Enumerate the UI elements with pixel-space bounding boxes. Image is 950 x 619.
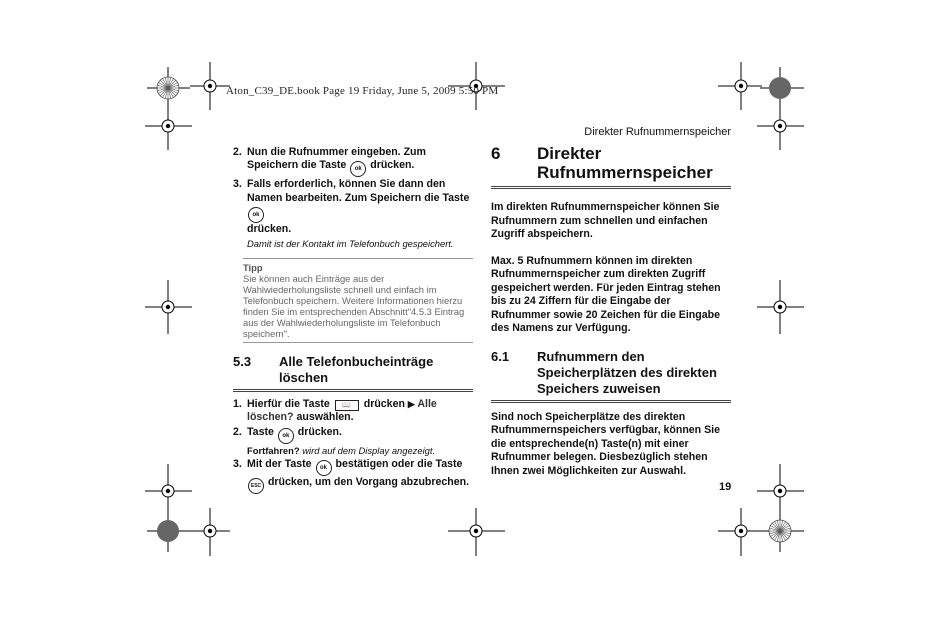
- step-text-end: drücken.: [370, 159, 415, 172]
- step-number: 1.: [233, 398, 242, 411]
- section-number: 6.1: [491, 348, 510, 364]
- paragraph: Max. 5 Rufnummern können im direkten Rufnummernspeicher zum direkten Zugriff gespeichert werden. Für jeden Eintrag stehen bis zu 24 Ziffern für die Eingabe der Rufnummer sowie 20 Zeichen für die Eingabe des Namens zur Verfügung.: [491, 254, 721, 334]
- step-3-top: [233, 178, 473, 250]
- step-number: 2.: [233, 425, 242, 438]
- section-heading-5-3: [233, 354, 473, 392]
- tip-title: Tipp: [243, 262, 263, 274]
- step-text: Falls erforderlich, können Sie dann den Namen bearbeiten. Zum Speichern die Taste: [247, 178, 470, 204]
- step-1-bottom: [233, 398, 473, 425]
- step-number: 2.: [233, 146, 242, 158]
- step-text-end: auswählen.: [296, 411, 354, 424]
- section-title: Alle Telefonbucheinträge löschen: [279, 354, 434, 386]
- step-3-bottom: [233, 458, 473, 494]
- step-number: 3.: [233, 458, 242, 471]
- step-text: Nun die Rufnummer eingeben. Zum Speichern die Taste: [247, 146, 426, 172]
- step-text: Mit der Taste: [247, 458, 312, 471]
- arrow-right-icon: ▶: [407, 399, 415, 410]
- section-heading-6-1: [491, 349, 731, 403]
- page-number: 19: [719, 481, 732, 493]
- step-text-end: drücken, um den Vorgang abzubrechen.: [267, 476, 470, 489]
- menu-item-label: Alle löschen?: [247, 398, 437, 424]
- step-result: wird auf dem Display angezeigt.: [299, 444, 436, 456]
- step-text-end: drücken.: [247, 223, 292, 236]
- phonebook-key-icon: 📖: [335, 400, 359, 411]
- chapter-heading: [491, 144, 731, 189]
- step-2-bottom: [233, 426, 473, 457]
- step-result: Damit ist der Kontakt im Telefonbuch gespeichert.: [247, 237, 454, 249]
- ok-key-icon: ok: [316, 460, 332, 476]
- ok-key-icon: ok: [248, 207, 264, 223]
- step-text-mid: drücken: [363, 398, 405, 411]
- left-column: [233, 146, 473, 495]
- step-text: Hierfür die Taste: [247, 398, 330, 411]
- step-text-end: drücken.: [297, 425, 342, 438]
- section-number: 5.3: [233, 354, 252, 370]
- chapter-title: Direkter Rufnummernspeicher: [537, 144, 713, 182]
- ok-key-icon: ok: [278, 428, 294, 444]
- ok-key-icon: ok: [350, 161, 366, 177]
- display-text: Fortfahren?: [247, 444, 300, 456]
- step-text-mid: bestätigen oder die Taste: [335, 458, 463, 471]
- tip-text: Sie können auch Einträge aus der Wahlwiederholungsliste schnell und einfach im Telefonbuch speichern. Weitere Informationen hierzu finden Sie im entsprechenden Abschnitt"4.5.3 Eintrag aus der Wahlwiederholungsliste im Telefonbuch speichern".: [243, 273, 465, 340]
- right-column: [491, 144, 731, 491]
- section-title: Rufnummern den Speicherplätzen des direkten Speichers zuweisen: [537, 348, 717, 396]
- step-text: Taste: [247, 425, 274, 438]
- chapter-number: 6: [491, 144, 501, 163]
- step-number: 3.: [233, 178, 242, 191]
- esc-key-icon: ESC: [248, 478, 264, 494]
- paragraph: Sind noch Speicherplätze des direkten Rufnummernspeichers verfügbar, können Sie die entsprechende(n) Taste(n) mit einer Rufnummer belegen. Diesbezüglich stehen Ihnen zwei Möglichkeiten zur Auswahl.: [491, 410, 721, 477]
- page-slug: Aton_C39_DE.book Page 19 Friday, June 5, 2009 5:50 PM: [226, 85, 499, 97]
- tip-box: [243, 258, 473, 343]
- running-head: Direkter Rufnummernspeicher: [584, 126, 731, 138]
- step-2-top: [233, 146, 473, 177]
- paragraph: Im direkten Rufnummernspeicher können Sie Rufnummern zum schnellen und einfachen Zugriff abspeichern.: [491, 201, 720, 240]
